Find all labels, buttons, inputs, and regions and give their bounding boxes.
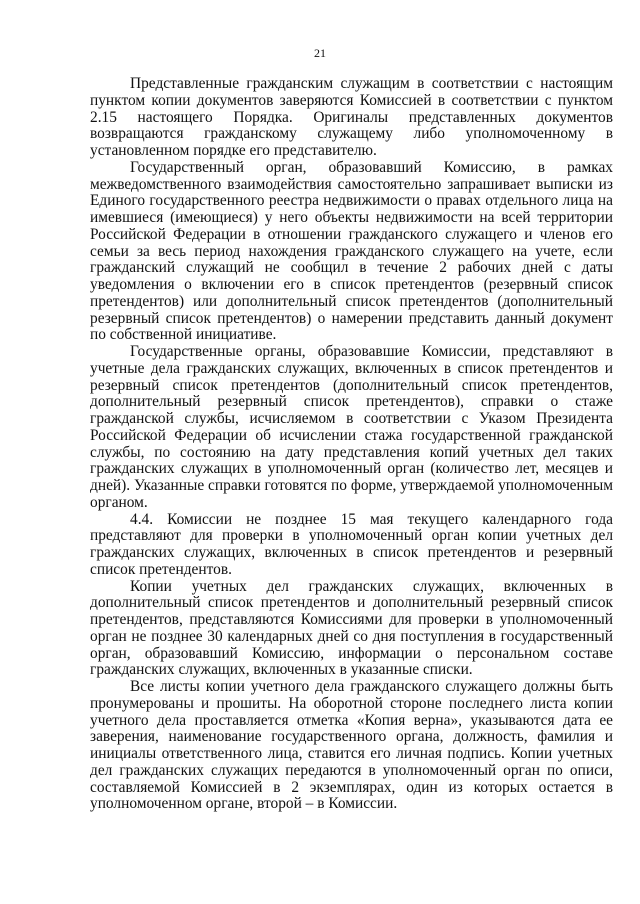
paragraph: 4.4. Комиссии не позднее 15 мая текущего календарного года представляют для проверки в уполномоченный орган копии учетных дел гражданских служащих, включенных в список претендентов и резервный список претендентов. [90,510,613,578]
paragraph: Все листы копии учетного дела гражданского служащего должны быть пронумерованы и прошиты. На оборотной стороне последнего листа копии учетного дела проставляется отметка «Копия верна», указываются дата ее заверения, наименование государственного органа, должность, фамилия и инициалы ответственного лица, ставится его личная подпись. Копии учетных дел гражданских служащих передаются в уполномоченный орган по описи, составляемой Комиссией в 2 экземплярах, один из которых остается в уполномоченном органе, второй – в Комиссии. [90,678,613,813]
document-body [90,76,613,813]
paragraph: Государственные органы, образовавшие Комиссии, представляют в учетные дела гражданских служащих, включенных в список претендентов и резервный список претендентов (дополнительный список претендентов, дополнительный резервный список претендентов), справки о стаже гражданской службы, исчисляемом в соответствии с Указом Президента Российской Федерации об исчислении стажа государственной гражданской службы, по состоянию на дату представления копий учетных дел таких гражданских служащих в уполномоченный орган (количество лет, месяцев и дней). Указанные справки готовятся по форме, утверждаемой уполномоченным органом. [90,343,613,511]
paragraph: Копии учетных дел гражданских служащих, включенных в дополнительный список претендентов и дополнительный резервный список претендентов, представляются Комиссиями для проверки в уполномоченный орган не позднее 30 календарных дней со дня поступления в государственный орган, образовавший Комиссию, информации о персональном составе гражданских служащих, включенных в указанные списки. [90,577,613,679]
paragraph: Представленные гражданским служащим в соответствии с настоящим пунктом копии документов заверяются Комиссией в соответствии с пунктом 2.15 настоящего Порядка. Оригиналы представленных документов возвращаются гражданскому служащему либо уполномоченному в установленном порядке его представителю. [90,75,613,159]
paragraph: Государственный орган, образовавший Комиссию, в рамках межведомственного взаимодействия самостоятельно запрашивает выписки из Единого государственного реестра недвижимости о правах отдельного лица на имевшиеся (имеющиеся) у него объекты недвижимости на всей территории Российской Федерации в отношении гражданского служащего и членов его семьи за весь период нахождения гражданского служащего на учете, если гражданский служащий не сообщил в течение 2 рабочих дней с даты уведомления о включении его в список претендентов (резервный список претендентов) или дополнительный список претендентов (дополнительный резервный список претендентов) о намерении представить данный документ по собственной инициативе. [90,158,613,344]
page-number: 21 [314,46,326,60]
